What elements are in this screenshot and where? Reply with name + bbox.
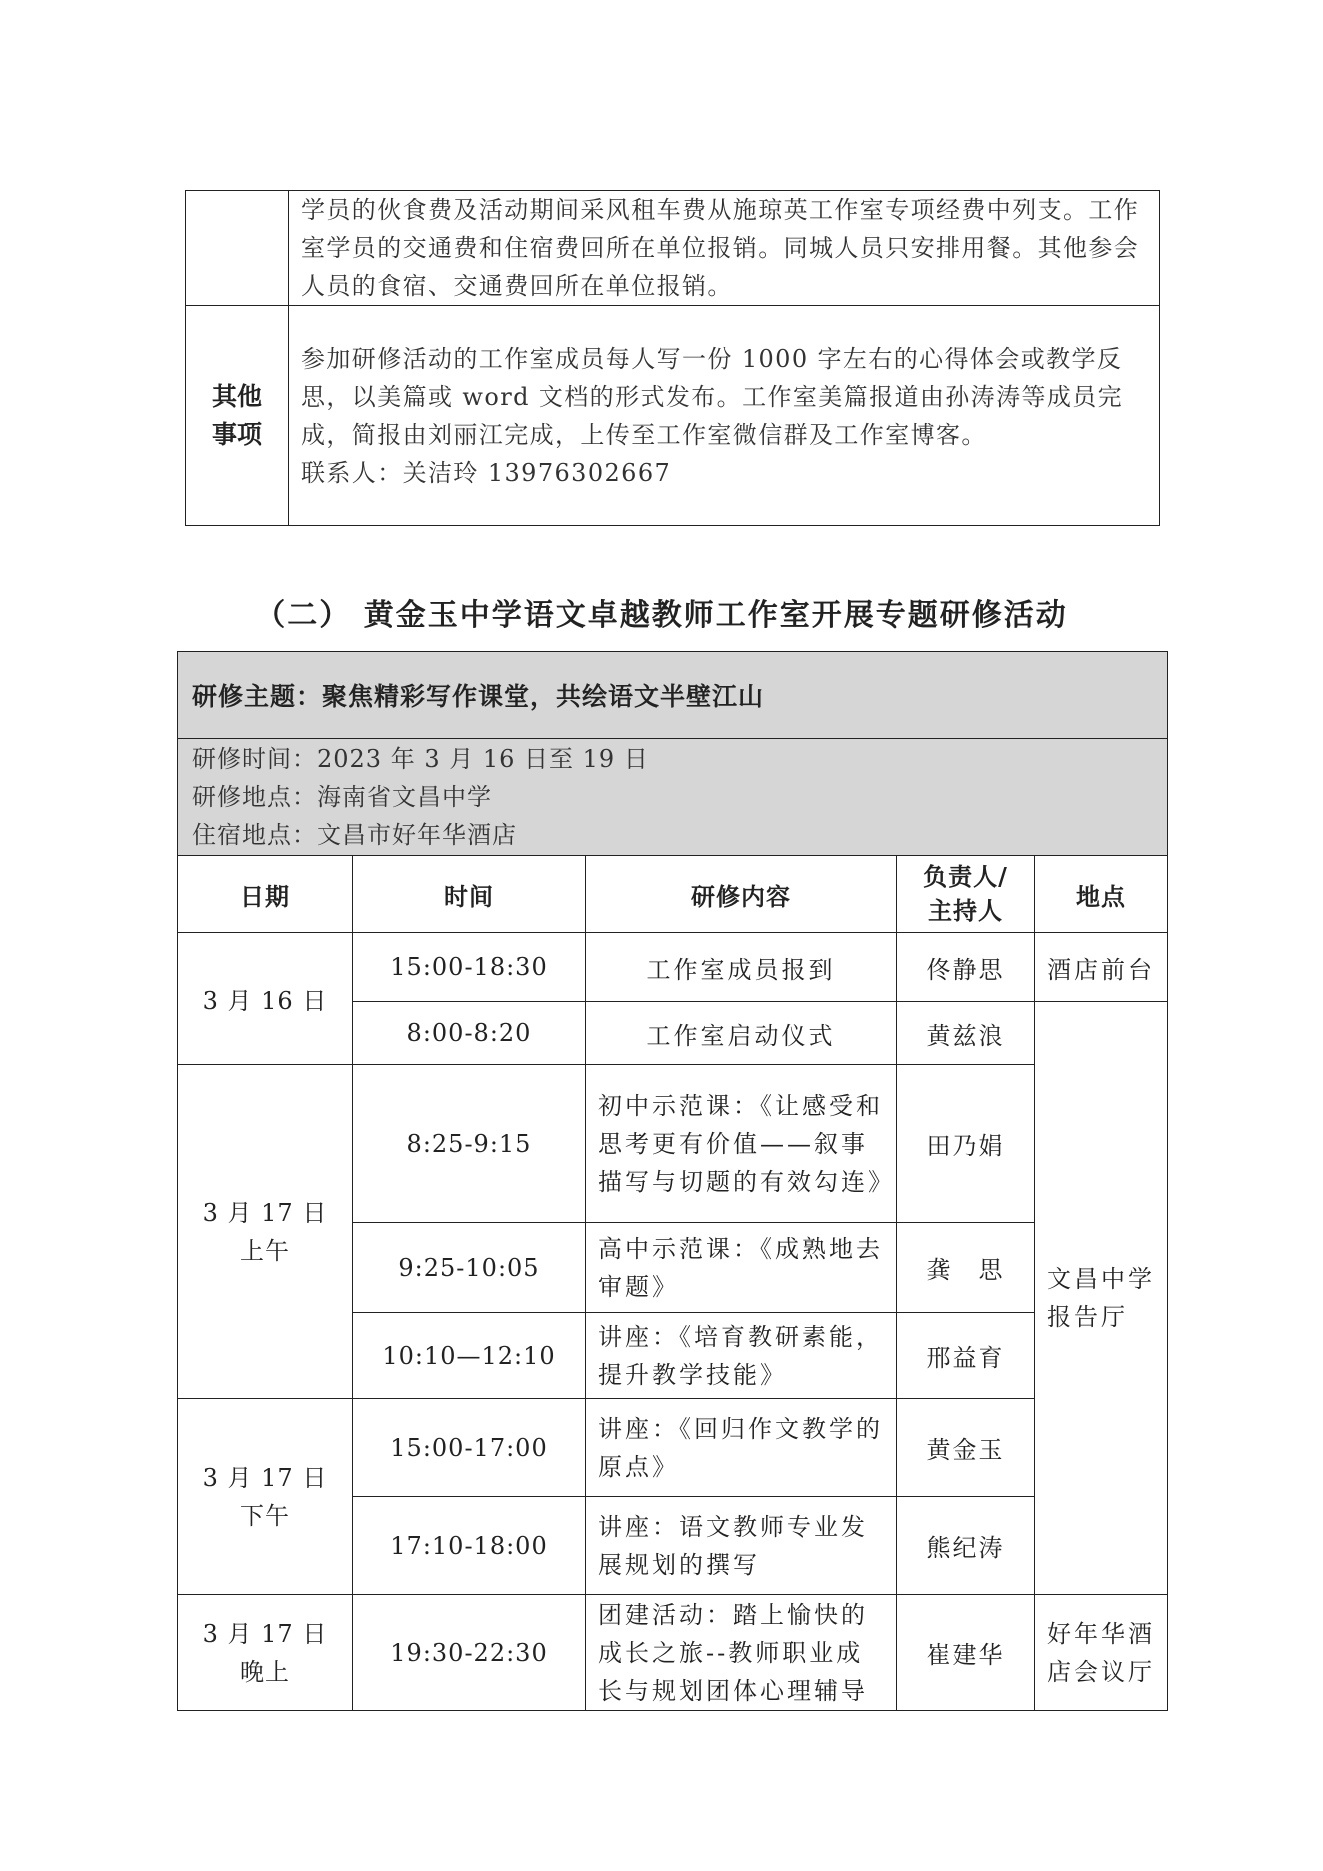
location-cell: 好年华酒 店会议厅 [1035,1595,1168,1711]
date-cell: 3 月 17 日 晚上 [178,1595,353,1711]
time-cell: 15:00-18:30 [353,933,586,1002]
header-row [178,856,1168,933]
expense-text: 学员的伙食费及活动期间采风租车费从施琼英工作室专项经费中列支。工作室学员的交通费和住宿费回所在单位报销。同城人员只安排用餐。其他参会人员的食宿、交通费回所在单位报销。 [289,191,1160,306]
time-cell: 17:10-18:00 [353,1497,586,1595]
other-matters-text: 参加研修活动的工作室成员每人写一份 1000 字左右的心得体会或教学反思，以美篇或 word 文档的形式发布。工作室美篇报道由孙涛涛等成员完成，简报由刘丽江完成，上传至工作室微信群及工作室博客。 [301,344,1124,449]
other-matters-row [186,306,1160,526]
person-cell: 黄金玉 [897,1399,1035,1497]
time-cell: 9:25-10:05 [353,1223,586,1313]
date-cell: 3 月 17 日 下午 [178,1399,353,1595]
content-cell: 工作室成员报到 [586,933,897,1002]
header-person: 负责人/ 主持人 [897,856,1035,933]
content-cell: 讲座：《回归作文教学的原点》 [586,1399,897,1497]
header-content: 研修内容 [586,856,897,933]
person-cell: 龚 思 [897,1223,1035,1313]
time-cell: 8:25-9:15 [353,1065,586,1223]
content-cell: 讲座：语文教师专业发展规划的撰写 [586,1497,897,1595]
research-place: 研修地点：海南省文昌中学 [192,783,492,811]
time-cell: 19:30-22:30 [353,1595,586,1711]
table-row [178,933,1168,1002]
other-matters-cell [289,306,1160,526]
person-cell: 佟静思 [897,933,1035,1002]
content-cell: 高中示范课：《成熟地去审题》 [586,1223,897,1313]
section-heading: （二） 黄金玉中学语文卓越教师工作室开展专题研修活动 [255,598,1068,633]
expense-row [186,191,1160,306]
header-time: 时间 [353,856,586,933]
expense-label-cell [186,191,289,306]
person-cell: 黄兹浪 [897,1002,1035,1065]
location-cell: 文昌中学 报告厅 [1035,1002,1168,1595]
table-row [178,1065,1168,1223]
date-cell: 3 月 16 日 [178,933,353,1065]
content-cell: 工作室启动仪式 [586,1002,897,1065]
content-cell: 初中示范课：《让感受和思考更有价值——叙事描写与切题的有效勾连》 [586,1065,897,1223]
content-cell: 讲座：《培育教研素能，提升教学技能》 [586,1313,897,1399]
expenses-table [185,190,1160,526]
person-cell: 熊纪涛 [897,1497,1035,1595]
lodging-place: 住宿地点：文昌市好年华酒店 [192,821,517,849]
research-theme: 研修主题：聚焦精彩写作课堂，共绘语文半壁江山 [178,652,1168,739]
header-location: 地点 [1035,856,1168,933]
table-row [178,1399,1168,1497]
research-info [178,739,1168,856]
other-matters-label: 其他 事项 [186,306,289,526]
schedule-table [177,651,1168,1711]
person-cell: 田乃娟 [897,1065,1035,1223]
location-cell: 酒店前台 [1035,933,1168,1002]
contact-line: 联系人：关洁玲 13976302667 [301,458,672,487]
date-cell: 3 月 17 日 上午 [178,1065,353,1399]
time-cell: 8:00-8:20 [353,1002,586,1065]
info-row [178,739,1168,856]
theme-row [178,652,1168,739]
time-cell: 10:10—12:10 [353,1313,586,1399]
person-cell: 邢益育 [897,1313,1035,1399]
person-cell: 崔建华 [897,1595,1035,1711]
table-row [178,1595,1168,1711]
content-cell: 团建活动：踏上愉快的成长之旅--教师职业成长与规划团体心理辅导 [586,1595,897,1711]
header-date: 日期 [178,856,353,933]
research-time: 研修时间：2023 年 3 月 16 日至 19 日 [192,745,649,773]
time-cell: 15:00-17:00 [353,1399,586,1497]
